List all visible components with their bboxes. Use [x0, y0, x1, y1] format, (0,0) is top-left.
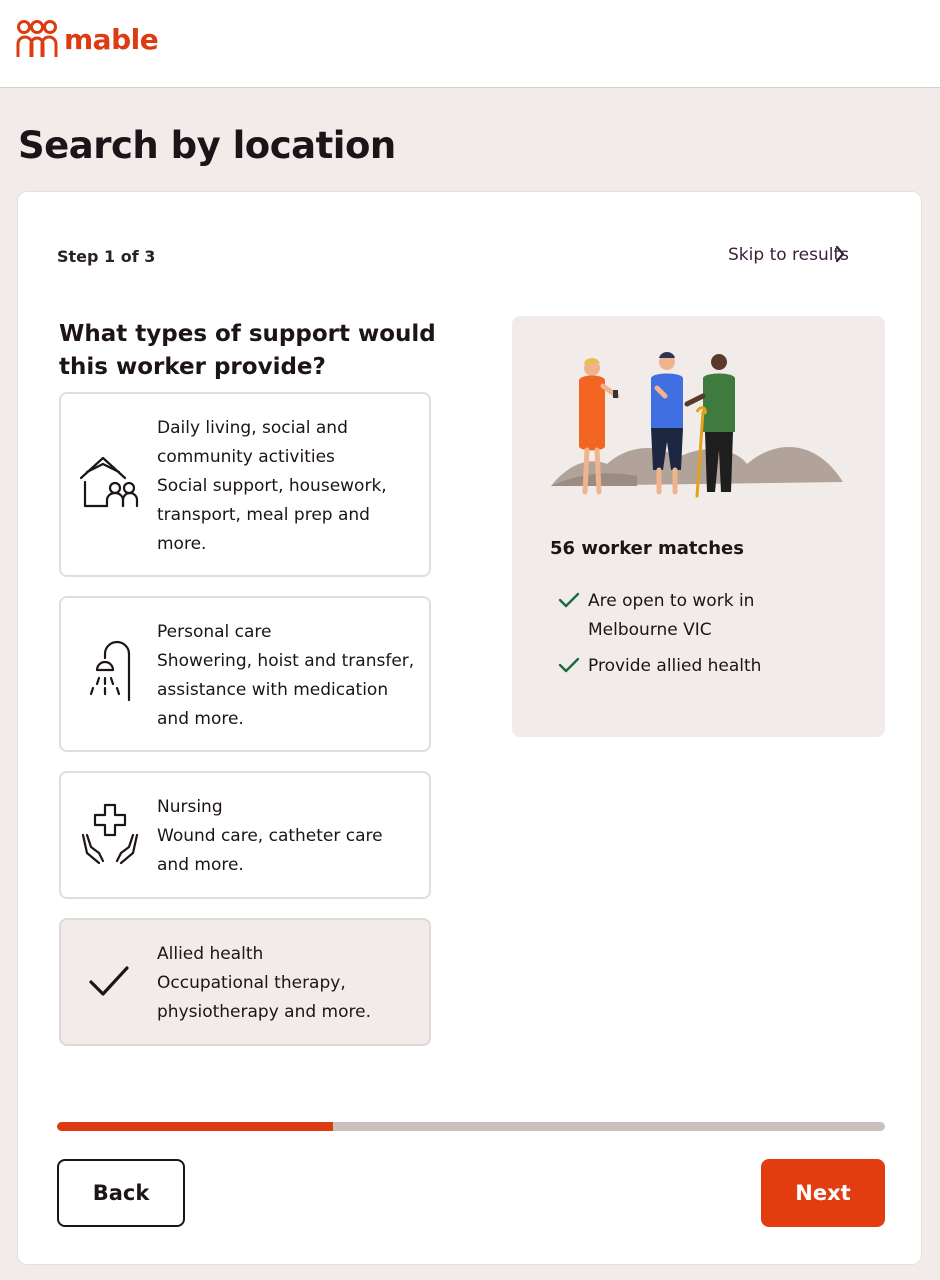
page-title: Search by location: [18, 124, 396, 167]
skip-label: Skip to results: [728, 245, 849, 265]
option-nursing[interactable]: [59, 771, 431, 899]
option-title: Allied health: [157, 944, 264, 964]
option-description: Wound care, catheter care and more.: [157, 826, 383, 875]
wizard-card: [17, 191, 922, 1265]
question-heading: What types of support would this worker provide?: [59, 321, 436, 380]
option-text: [157, 793, 419, 880]
workers-illustration: [547, 346, 847, 506]
option-text: [157, 414, 419, 559]
option-personal-care[interactable]: [59, 596, 431, 752]
next-button[interactable]: Next: [761, 1159, 885, 1227]
criteria-label: Provide allied health: [588, 656, 762, 676]
checkmark-icon: [87, 964, 131, 1000]
mable-logo-icon: [16, 20, 58, 58]
option-daily-living[interactable]: [59, 392, 431, 577]
progress-fill: [57, 1122, 333, 1131]
brand-name: mable: [64, 22, 159, 56]
top-bar: [0, 0, 940, 88]
option-text: [157, 940, 419, 1027]
criteria-item: [558, 652, 828, 681]
match-count: 56 worker matches: [550, 538, 744, 559]
option-title: Nursing: [157, 797, 223, 817]
option-description: Showering, hoist and transfer, assistance with medication and more.: [157, 651, 415, 729]
check-icon: [558, 656, 580, 674]
option-title: Personal care: [157, 622, 272, 642]
chevron-right-icon[interactable]: [833, 244, 847, 264]
option-description: Social support, housework, transport, meal prep and more.: [157, 476, 387, 554]
step-indicator: Step 1 of 3: [57, 247, 156, 266]
skip-to-results-link[interactable]: [728, 245, 849, 265]
criteria-label: Are open to work in Melbourne VIC: [588, 591, 755, 640]
check-icon: [558, 591, 580, 609]
option-allied-health[interactable]: [59, 918, 431, 1046]
matches-panel: [512, 316, 885, 737]
option-title: Daily living, social and community activities: [157, 418, 348, 467]
shower-icon: [79, 638, 139, 704]
mable-logo[interactable]: [16, 20, 158, 58]
progress-bar: [57, 1122, 885, 1131]
criteria-item: [558, 587, 828, 645]
hands-cross-icon: [79, 801, 143, 865]
option-text: [157, 618, 419, 734]
home-people-icon: [79, 452, 139, 512]
back-button[interactable]: Back: [57, 1159, 185, 1227]
option-description: Occupational therapy, physiotherapy and more.: [157, 973, 371, 1022]
